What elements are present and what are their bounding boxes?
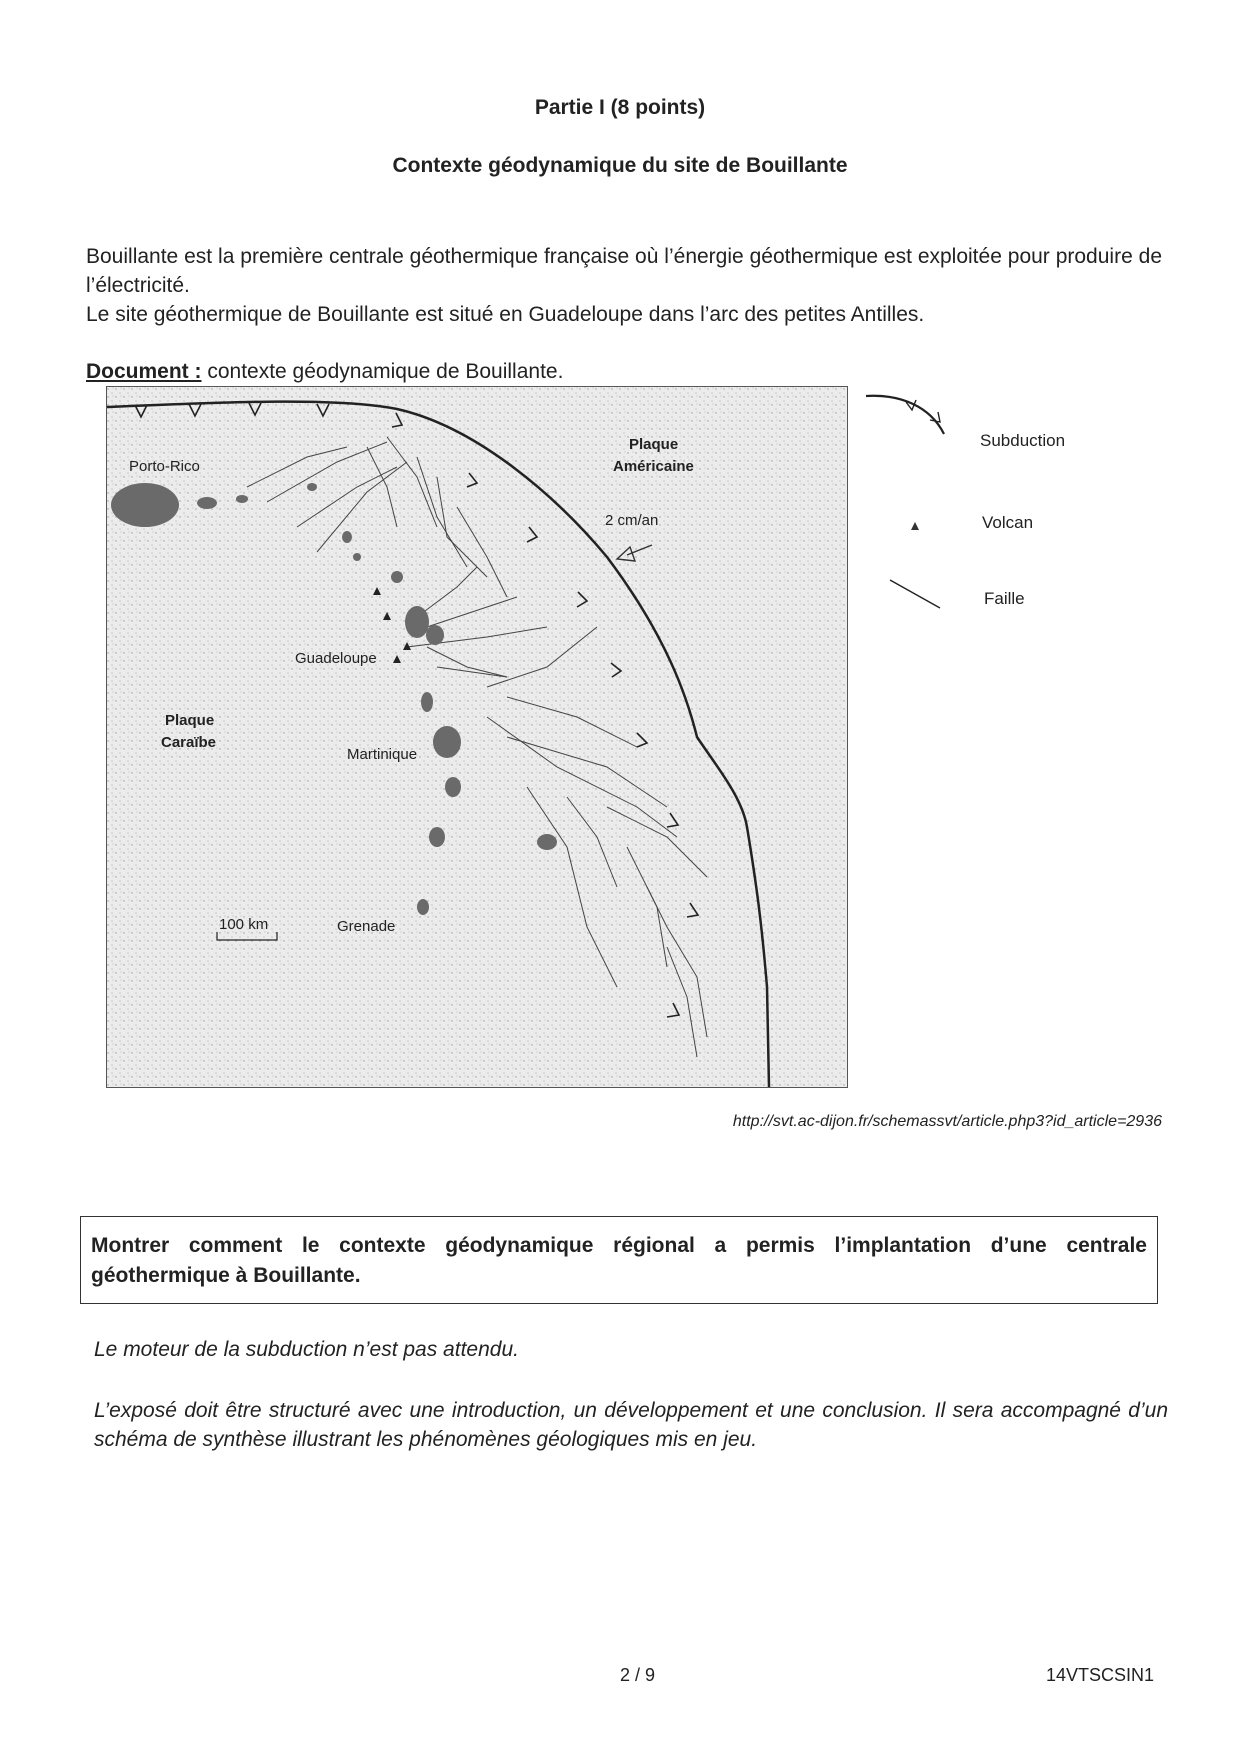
note-2: L’exposé doit être structuré avec une introduction, un développement et une conclusion. Il sera accompagné d’un schéma de synthèse illustrant les phénomènes géologiques mis en jeu. [94, 1399, 1168, 1451]
legend-subduction-label: Subduction [980, 431, 1066, 450]
legend-volcan-label: Volcan [982, 513, 1034, 532]
map-background [107, 387, 847, 1087]
legend-svg [860, 386, 1160, 646]
label-martinique: Martinique [347, 746, 418, 763]
document-caption [86, 360, 563, 384]
label-plaque-caraibe-1: Plaque [165, 712, 215, 729]
question-text: Montrer comment le contexte géodynamique régional a permis l’implantation d’une centrale géothermique à Bouillante. [91, 1234, 1147, 1287]
volcano-icon [911, 522, 919, 530]
legend-volcan [911, 513, 1033, 532]
intro-paragraph-2: Le site géothermique de Bouillante est situé en Guadeloupe dans l’arc des petites Antilles. [86, 303, 925, 326]
document-caption-label: Document : [86, 360, 202, 383]
document-caption-text: contexte géodynamique de Bouillante. [201, 360, 564, 383]
map-svg [107, 387, 847, 1087]
map-legend [860, 386, 1160, 646]
fault-symbol-icon [890, 580, 940, 608]
legend-subduction [866, 396, 1065, 450]
label-grenade: Grenade [337, 918, 396, 935]
island-guadeloupe [405, 606, 429, 638]
label-scale: 100 km [219, 916, 269, 933]
subduction-symbol-icon [866, 396, 944, 434]
intro-paragraph-1: Bouillante est la première centrale géothermique française où l’énergie géothermique est exploitée pour produire de l’électricité. [86, 245, 1162, 297]
legend-faille [890, 580, 1025, 608]
source-url: http://svt.ac-dijon.fr/schemassvt/article.php3?id_article=2936 [732, 1113, 1162, 1130]
note-1: Le moteur de la subduction n’est pas attendu. [94, 1338, 519, 1361]
label-plaque-americaine-1: Plaque [629, 436, 679, 453]
label-plaque-caraibe-2: Caraïbe [161, 734, 217, 751]
label-porto-rico: Porto-Rico [129, 458, 200, 475]
label-guadeloupe: Guadeloupe [295, 650, 377, 667]
section-title: Contexte géodynamique du site de Bouillante [392, 154, 848, 177]
document-code: 14VTSCSIN1 [1046, 1665, 1155, 1685]
question-box [80, 1216, 1158, 1304]
label-plaque-americaine-2: Américaine [613, 458, 694, 475]
island-porto-rico [111, 483, 179, 527]
part-title: Partie I (8 points) [534, 96, 706, 119]
island-martinique [433, 726, 461, 758]
intro-text [86, 242, 1162, 329]
island-grenade [417, 899, 429, 915]
page-number: 2 / 9 [620, 1665, 656, 1685]
legend-faille-label: Faille [984, 589, 1025, 608]
label-rate: 2 cm/an [605, 512, 659, 529]
geodynamic-map [106, 386, 848, 1088]
